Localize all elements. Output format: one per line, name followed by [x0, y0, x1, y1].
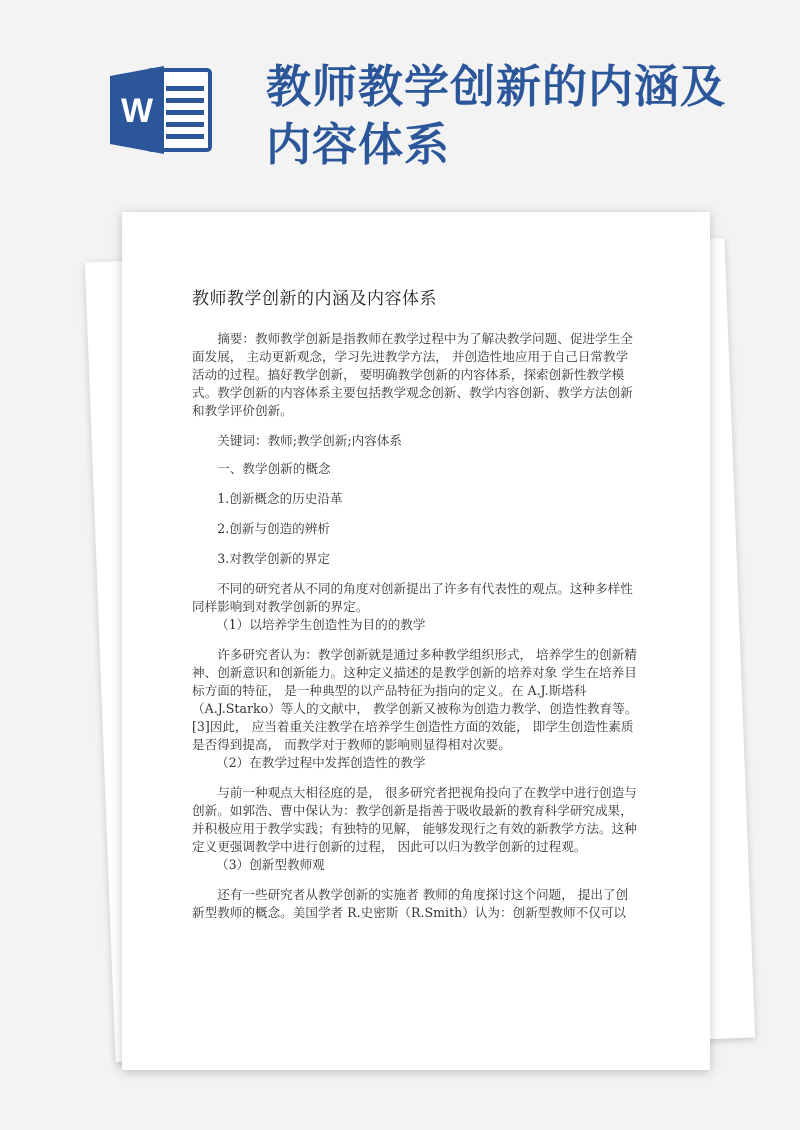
body-paragraph: 不同的研究者从不同的角度对创新提出了许多有代表性的观点。这种多样性同样影响到对教学创新的界定。	[192, 581, 633, 614]
subsection-heading: （1）以培养学生创造性为目的的教学	[216, 617, 426, 632]
banner-title-line-1: 教师教学创新的内涵及	[266, 60, 727, 113]
subsection-heading: （2）在教学过程中发挥创造性的教学	[216, 755, 426, 770]
body-paragraph: 还有一些研究者从教学创新的实施者 教师的角度探讨这个问题， 提出了创新型教师的概念。美国学者 R.史密斯（R.Smith）认为：创新型教师不仅可以	[192, 887, 629, 920]
list-item: 1.创新概念的历史沿革	[217, 491, 343, 506]
banner-title-line-2: 内容体系	[266, 118, 451, 171]
document-body	[192, 330, 640, 922]
word-doc-icon	[108, 62, 214, 158]
document-title: 教师教学创新的内涵及内容体系	[192, 289, 437, 309]
banner-title	[266, 58, 736, 174]
list-item: 3.对教学创新的界定	[217, 551, 330, 566]
list-item: 2.创新与创造的辨析	[217, 521, 330, 536]
keywords-line: 关键词：教师;教学创新;内容体系	[217, 433, 402, 448]
body-paragraph: 与前一种观点大相径庭的是， 很多研究者把视角投向了在教学中进行创造与创新。如郭浩、曹中保认为：教学创新是指善于吸收最新的教育科学研究成果， 并积极应用于教学实践；有独特的见解， 能够发现行之有效的新教学方法。这种定义更强调教学中进行创新的过程， 因此可以归为教学创新的过程观。	[192, 785, 637, 854]
body-paragraph: 许多研究者认为：教学创新就是通过多种教学组织形式， 培养学生的创新精神、创新意识和创新能力。这种定义描述的是教学创新的培养对象 学生在培养目标方面的特征， 是一种典型的以产品特征为指向的定义。在 A.J.斯塔科（A.J.Starko）等人的文献中， 教学创新又被称为创造力教学、创造性教育等。[3]因此， 应当着重关注教学在培养学生创造性方面的效能， 即学生创造性素质是否得到提高， 而教学对于教师的影响则显得相对次要。	[192, 647, 638, 752]
svg-text:W: W	[120, 92, 154, 130]
section-heading: 一、教学创新的概念	[217, 461, 331, 476]
document-page	[122, 212, 710, 1070]
abstract-paragraph: 摘要：教师教学创新是指教师在教学过程中为了解决教学问题、促进学生全面发展， 主动更新观念，学习先进教学方法， 并创造性地应用于自己日常教学活动的过程。搞好教学创新， 要明确教学创新的内容体系，探索创新性教学模式。教学创新的内容体系主要包括教学观念创新、教学内容创新、教学方法创新和教学评价创新。	[192, 331, 633, 418]
subsection-heading: （3）创新型教师观	[216, 857, 325, 872]
header-banner	[0, 0, 800, 210]
